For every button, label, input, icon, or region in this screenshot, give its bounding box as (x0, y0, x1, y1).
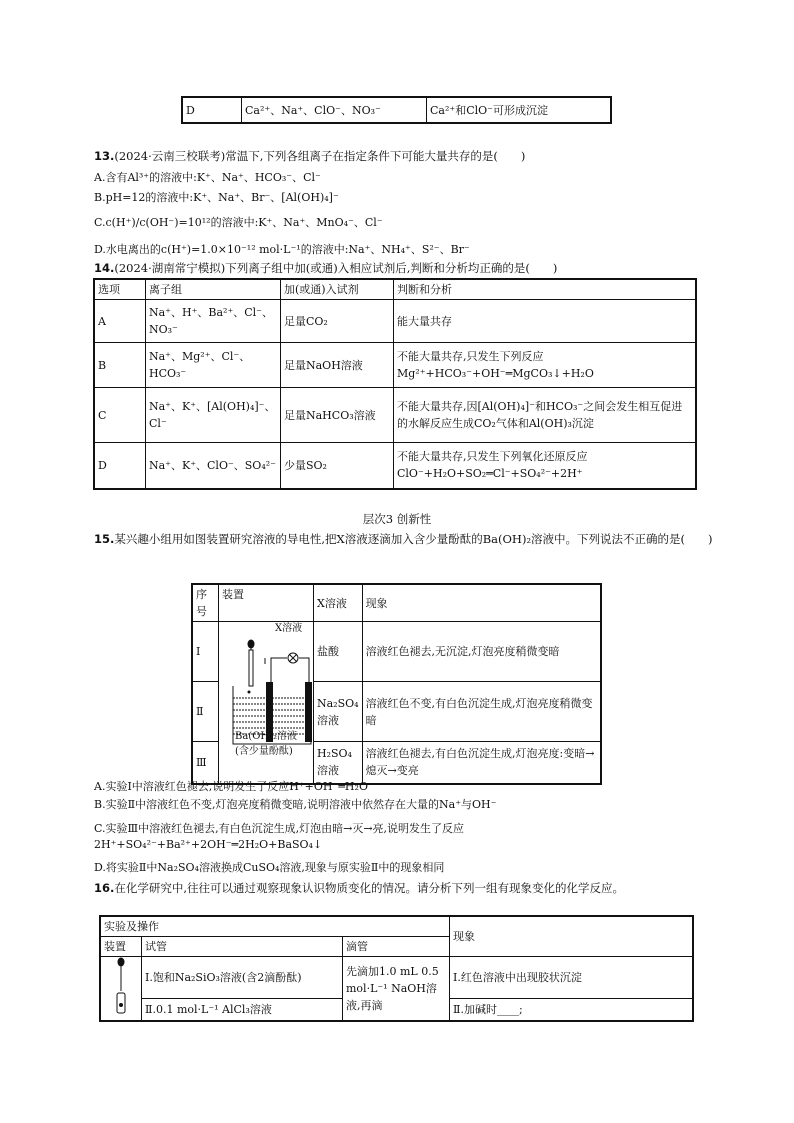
q15-header-x: X溶液 (314, 584, 363, 622)
q13-option-b: B.pH=12的溶液中:K⁺、Na⁺、Br⁻、[Al(OH)₄]⁻ (94, 191, 339, 204)
q15-number: 15. (94, 532, 115, 546)
q14-row-a-reagent: 足量CO₂ (281, 300, 394, 343)
table-row (100, 957, 693, 999)
q14-header-analysis: 判断和分析 (394, 279, 697, 300)
q14-row-d-option: D (94, 443, 146, 489)
table-row (192, 622, 601, 682)
q16-table (99, 915, 694, 1022)
beaker-solution-label: Ba(OH)₂溶液 (235, 731, 298, 742)
q15-row-3-x: H₂SO₄溶液 (314, 742, 363, 784)
q15-row-3-no: Ⅲ (192, 742, 219, 784)
q16-header-dropper: 滴管 (343, 937, 450, 957)
table-row (94, 443, 696, 489)
q15-row-2-x: Na₂SO₄溶液 (314, 682, 363, 742)
q16-tube-2: Ⅱ.0.1 mol·L⁻¹ AlCl₃溶液 (142, 998, 343, 1021)
q15-table (191, 583, 602, 785)
q14-row-b-analysis: 不能大量共存,只发生下列反应Mg²⁺+HCO₃⁻+OH⁻═MgCO₃↓+H₂O (394, 343, 697, 388)
q14-row-a-option: A (94, 300, 146, 343)
section-heading: 层次3 创新性 (362, 512, 432, 526)
q15-stem (94, 530, 714, 548)
q15-device-cell (219, 622, 314, 784)
q14-row-d-analysis: 不能大量共存,只发生下列氧化还原反应ClO⁻+H₂O+SO₂═Cl⁻+SO₄²⁻+2H⁺ (394, 443, 697, 489)
q16-stem (94, 879, 699, 897)
q14-row-c-reagent: 足量NaHCO₃溶液 (281, 388, 394, 443)
q15-option-b: B.实验Ⅱ中溶液红色不变,灯泡亮度稍微变暗,说明溶液中依然存在大量的Na⁺与OH⁻ (94, 798, 497, 811)
q14-row-b-ions: Na⁺、Mg²⁺、Cl⁻、HCO₃⁻ (146, 343, 281, 388)
q15-row-1-x: 盐酸 (314, 622, 363, 682)
q14-row-c-analysis: 不能大量共存,因[Al(OH)₄]⁻和HCO₃⁻之间会发生相互促进的水解反应生成CO₂气体和Al(OH)₃沉淀 (394, 388, 697, 443)
q16-number: 16. (94, 881, 115, 895)
table-row (94, 343, 696, 388)
q14-row-c-option: C (94, 388, 146, 443)
q16-dropper-text: 先滴加1.0 mL 0.5 mol·L⁻¹ NaOH溶液,再滴 (343, 957, 450, 1022)
q15-row-3-phenomenon: 溶液红色褪去,有白色沉淀生成,灯泡亮度:变暗→熄灭→变亮 (362, 742, 601, 784)
q14-header-option: 选项 (94, 279, 146, 300)
q14-number: 14. (94, 261, 115, 275)
q16-header-experiment: 实验及操作 (100, 916, 450, 937)
q15-stem-text: 某兴趣小组用如图装置研究溶液的导电性,把X溶液逐滴加入含少量酚酞的Ba(OH)₂溶液中。下列说法不正确的是( ) (114, 532, 713, 546)
q16-header-device: 装置 (100, 937, 142, 957)
q15-row-2-phenomenon: 溶液红色不变,有白色沉淀生成,灯泡亮度稍微变暗 (362, 682, 601, 742)
q14-row-b-reagent: 足量NaOH溶液 (281, 343, 394, 388)
q16-header-tube: 试管 (142, 937, 343, 957)
q15-header-no: 序号 (192, 584, 219, 622)
top-table-option: D (182, 97, 242, 123)
q14-header-ions: 离子组 (146, 279, 281, 300)
top-table (181, 96, 612, 124)
q15-header-device: 装置 (219, 584, 314, 622)
q16-device-cell (100, 957, 142, 1022)
q14-row-d-reagent: 少量SO₂ (281, 443, 394, 489)
q14-table (93, 278, 697, 490)
top-table-analysis: Ca²⁺和ClO⁻可形成沉淀 (427, 97, 612, 123)
table-row (94, 300, 696, 343)
q16-phenomenon-2: Ⅱ.加碱时____; (450, 998, 694, 1021)
q15-header-phenomenon: 现象 (362, 584, 601, 622)
table-row (94, 388, 696, 443)
q16-stem-text: 在化学研究中,往往可以通过观察现象认识物质变化的情况。请分析下列一组有现象变化的化学反应。 (114, 881, 625, 895)
q15-row-1-phenomenon: 溶液红色褪去,无沉淀,灯泡亮度稍微变暗 (362, 622, 601, 682)
q14-row-b-option: B (94, 343, 146, 388)
q13-stem (94, 147, 714, 165)
q15-row-2-no: Ⅱ (192, 682, 219, 742)
q13-option-d: D.水电离出的c(H⁺)=1.0×10⁻¹² mol·L⁻¹的溶液中:Na⁺、NH₄⁺、S²⁻、Br⁻ (94, 243, 470, 256)
q14-row-a-analysis: 能大量共存 (394, 300, 697, 343)
q13-stem-text: (2024·云南三校联考)常温下,下列各组离子在指定条件下可能大量共存的是( ) (114, 149, 526, 163)
q15-option-d: D.将实验Ⅱ中Na₂SO₄溶液换成CuSO₄溶液,现象与原实验Ⅱ中的现象相同 (94, 861, 445, 874)
q16-tube-1: Ⅰ.饱和Na₂SiO₃溶液(含2滴酚酞) (142, 957, 343, 999)
top-table-ions: Ca²⁺、Na⁺、ClO⁻、NO₃⁻ (242, 97, 427, 123)
beaker-note-label: (含少量酚酞) (235, 746, 293, 757)
q14-stem-text: (2024·湖南常宁模拟)下列离子组中加(或通)入相应试剂后,判断和分析均正确的是( ) (114, 261, 558, 275)
x-solution-label: X溶液 (275, 623, 303, 634)
q14-header-reagent: 加(或通)入试剂 (281, 279, 394, 300)
q14-row-c-ions: Na⁺、K⁺、[Al(OH)₄]⁻、Cl⁻ (146, 388, 281, 443)
q14-row-a-ions: Na⁺、H⁺、Ba²⁺、Cl⁻、NO₃⁻ (146, 300, 281, 343)
q13-number: 13. (94, 149, 115, 163)
q13-option-a: A.含有Al³⁺的溶液中:K⁺、Na⁺、HCO₃⁻、Cl⁻ (94, 171, 321, 184)
q13-option-c: C.c(H⁺)/c(OH⁻)=10¹²的溶液中:K⁺、Na⁺、MnO₄⁻、Cl⁻ (94, 216, 383, 229)
q15-option-c: C.实验Ⅲ中溶液红色褪去,有白色沉淀生成,灯泡由暗→灭→亮,说明发生了反应2H⁺+SO₄²⁻+Ba²⁺+2OH⁻═2H₂O+BaSO₄↓ (94, 822, 465, 851)
q14-stem (94, 259, 714, 277)
q16-phenomenon-1: Ⅰ.红色溶液中出现胶状沉淀 (450, 957, 694, 999)
test-tube-dropper-icon (111, 957, 131, 1015)
q15-option-a: A.实验Ⅰ中溶液红色褪去,说明发生了反应H⁺+OH⁻═H₂O (94, 780, 368, 793)
q15-row-1-no: Ⅰ (192, 622, 219, 682)
q16-header-phenomenon: 现象 (450, 916, 694, 957)
q14-row-d-ions: Na⁺、K⁺、ClO⁻、SO₄²⁻ (146, 443, 281, 489)
